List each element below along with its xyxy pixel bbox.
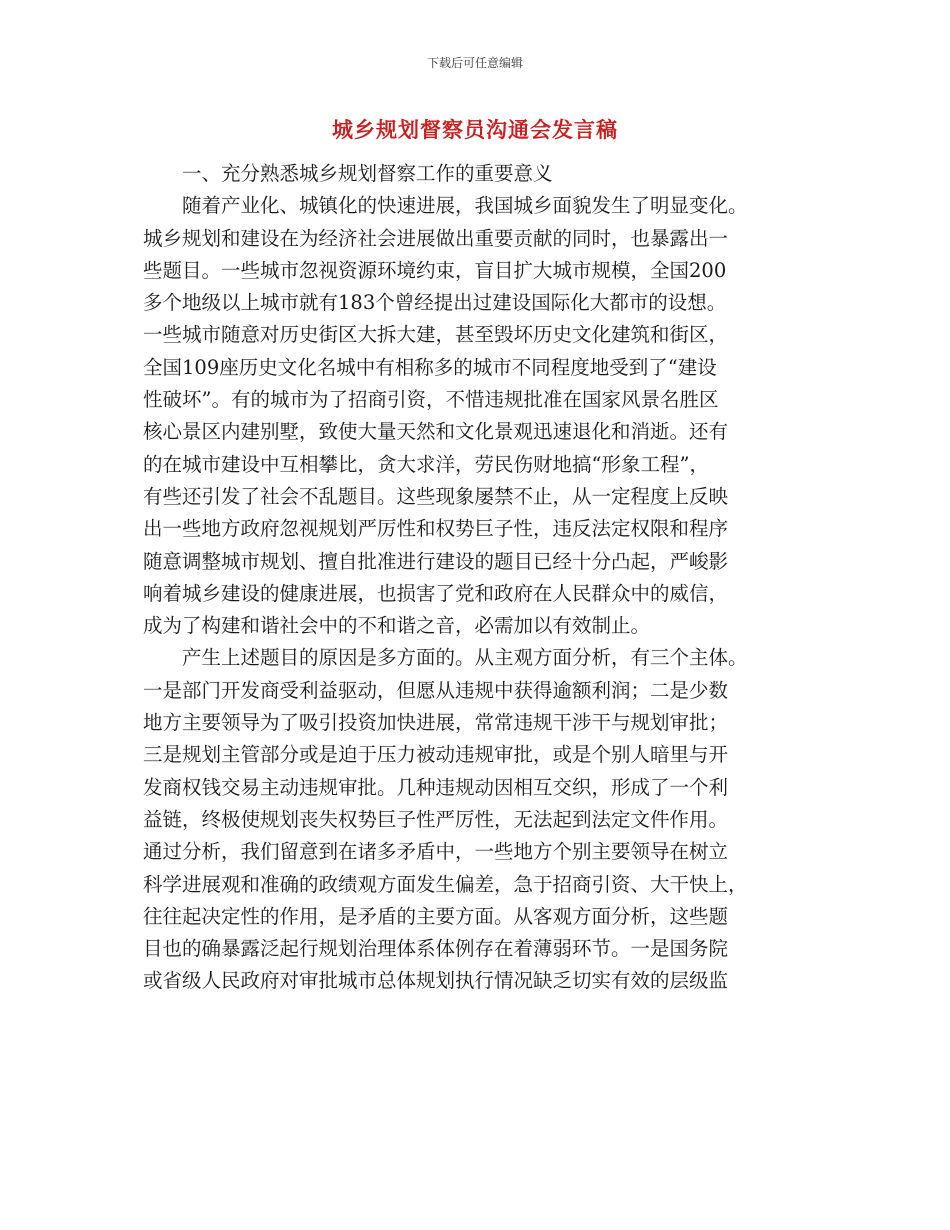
body-line: 发商权钱交易主动违规审批。几种违规动因相互交织，形成了一个利 <box>143 775 729 799</box>
document-title: 城乡规划督察员沟通会发言稿 <box>332 118 618 142</box>
body-line: 有些还引发了社会不乱题目。这些现象屡禁不止，从一定程度上反映 <box>143 484 729 508</box>
body-line: 三是规划主管部分或是迫于压力被动违规审批，或是个别人暗里与开 <box>143 743 729 767</box>
page-header: 下载后可任意编辑 <box>426 56 523 70</box>
body-line: 一是部门开发商受利益驱动，但愿从违规中获得逾额利润；二是少数 <box>143 678 729 702</box>
body-line: 往往起决定性的作用，是矛盾的主要方面。从客观方面分析，这些题 <box>143 904 729 928</box>
body-line: 核心景区内建别墅，致使大量天然和文化景观迅速退化和消逝。还有 <box>143 420 729 444</box>
body-line: 科学进展观和准确的政绩观方面发生偏差，急于招商引资、大干快上， <box>143 872 748 896</box>
body-line: 城乡规划和建设在为经济社会进展做出重要贡献的同时，也暴露出一 <box>143 226 729 250</box>
body-line: 产生上述题目的原因是多方面的。从主观方面分析，有三个主体。 <box>143 646 748 670</box>
body-line: 随着产业化、城镇化的快速进展，我国城乡面貌发生了明显变化。 <box>143 194 748 218</box>
body-line: 出一些地方政府忽视规划严厉性和权势巨子性，违反法定权限和程序 <box>143 517 729 541</box>
body-line: 一、充分熟悉城乡规划督察工作的重要意义 <box>143 162 553 185</box>
body-line: 些题目。一些城市忽视资源环境约束，盲目扩大城市规模，全国200 <box>143 258 727 282</box>
body-line: 性破坏”。有的城市为了招商引资，不惜违规批准在国家风景名胜区 <box>143 388 719 412</box>
body-line: 成为了构建和谐社会中的不和谐之音，必需加以有效制止。 <box>143 614 651 638</box>
body-line: 全国109座历史文化名城中有相称多的城市不同程度地受到了“建设 <box>143 355 717 379</box>
body-line: 或省级人民政府对审批城市总体规划执行情况缺乏切实有效的层级监 <box>143 969 729 993</box>
body-line: 随意调整城市规划、擅自批准进行建设的题目已经十分凸起，严峻影 <box>143 549 729 573</box>
body-line: 目也的确暴露泛起行规划治理体系体例存在着薄弱环节。一是国务院 <box>143 937 729 961</box>
body-line: 地方主要领导为了吸引投资加快进展，常常违规干涉干与规划审批； <box>143 711 729 735</box>
body-line: 益链，终极使规划丧失权势巨子性严厉性，无法起到法定文件作用。 <box>143 807 729 831</box>
body-line: 通过分析，我们留意到在诸多矛盾中，一些地方个别主要领导在树立 <box>143 840 729 864</box>
body-line: 一些城市随意对历史街区大拆大建，甚至毁坏历史文化建筑和街区， <box>143 323 729 347</box>
document-body <box>143 158 823 998</box>
body-line: 的在城市建设中互相攀比，贪大求洋，劳民伤财地搞“形象工程”， <box>143 452 709 476</box>
body-line: 多个地级以上城市就有183个曾经提出过建设国际化大都市的设想。 <box>143 291 727 315</box>
body-line: 响着城乡建设的健康进展，也损害了党和政府在人民群众中的威信， <box>143 581 729 605</box>
